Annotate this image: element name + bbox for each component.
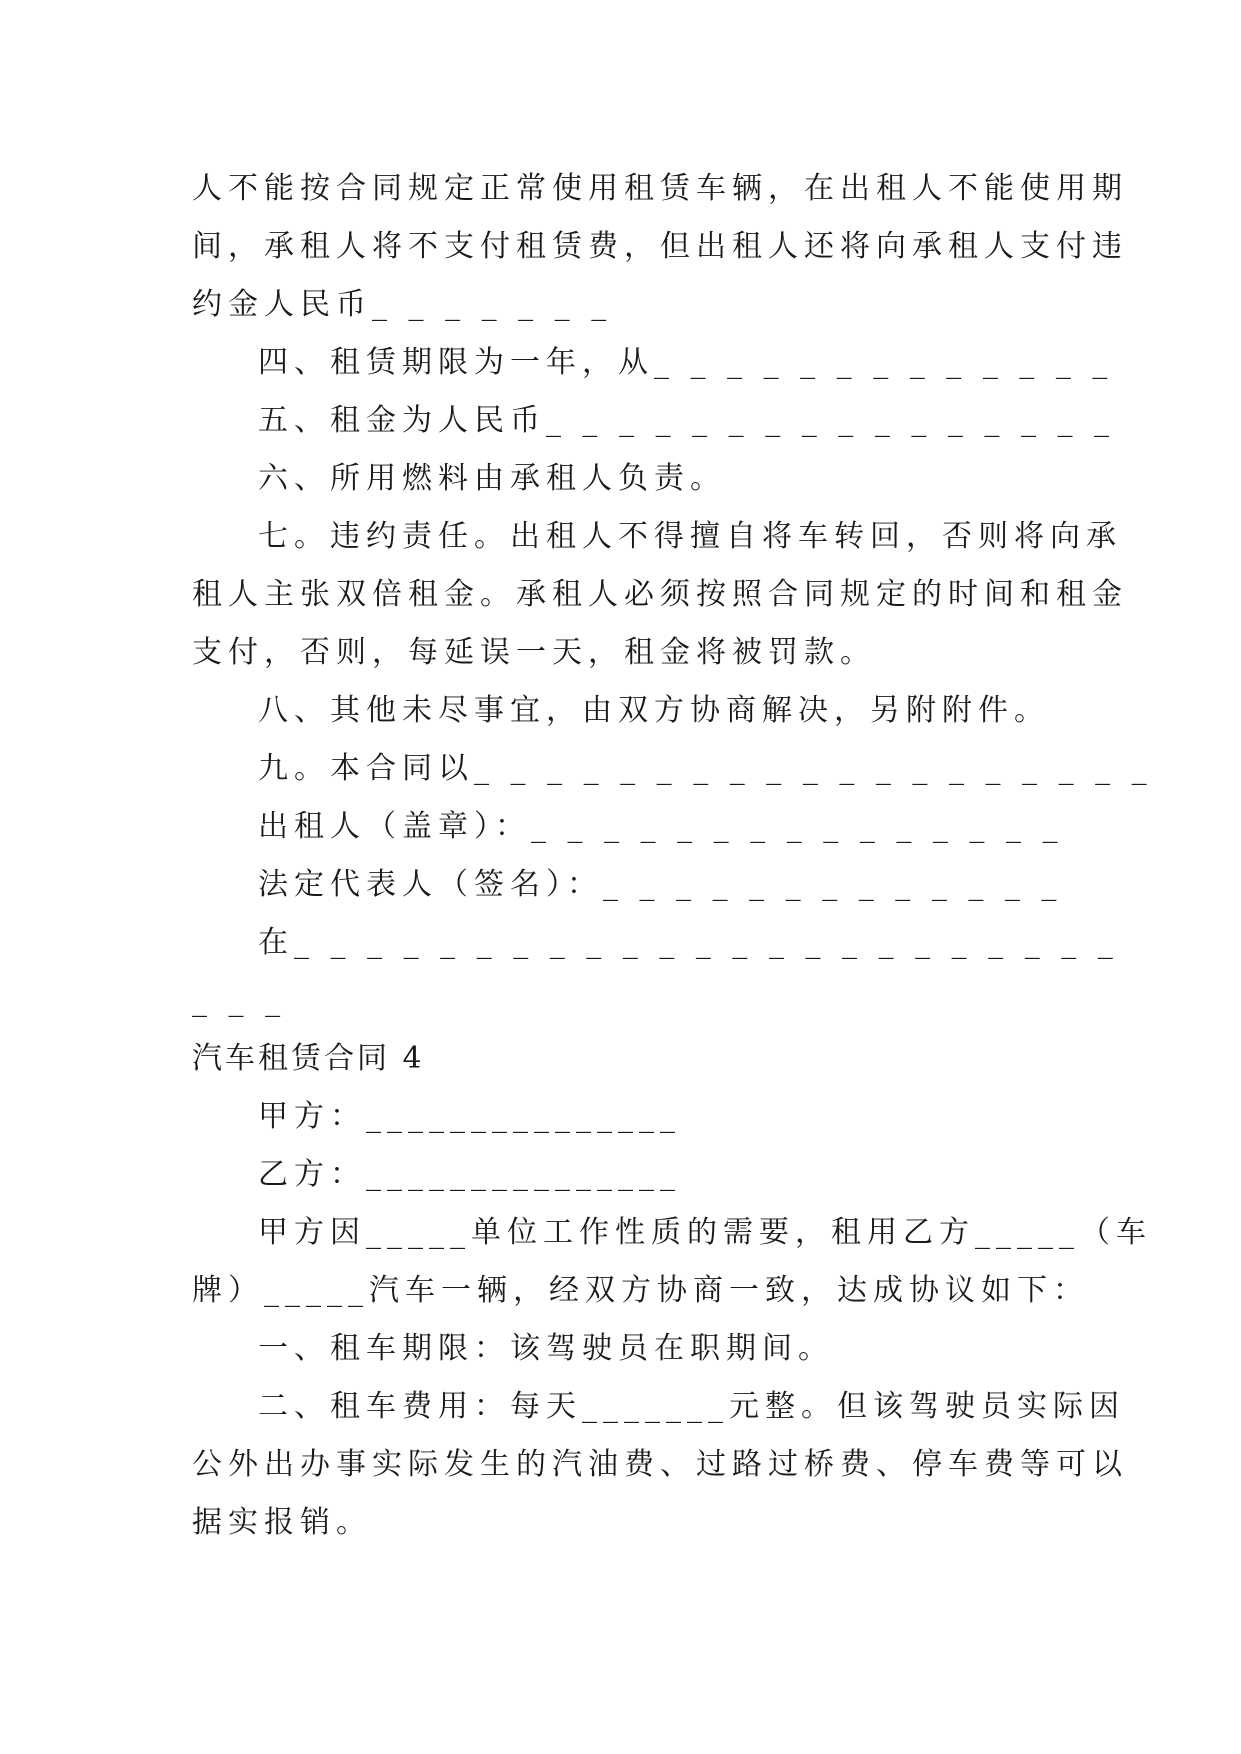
clause-fuel: 六、所用燃料由承租人负责。 [258, 461, 726, 496]
paragraph-line: 约金人民币_ _ _ _ _ _ _ [192, 287, 613, 322]
paragraph-line: 公外出办事实际发生的汽油费、过路过桥费、停车费等可以 [192, 1447, 1128, 1482]
signature-legal-representative: 法定代表人（签名）：_ _ _ _ _ _ _ _ _ _ _ _ _ [258, 867, 1063, 902]
paragraph-line: 人不能按合同规定正常使用租赁车辆，在出租人不能使用期 [192, 171, 1128, 206]
clause-rent: 五、租金为人民币_ _ _ _ _ _ _ _ _ _ _ _ _ _ _ _ [258, 403, 1116, 438]
paragraph-line: 租人主张双倍租金。承租人必须按照合同规定的时间和租金 [192, 577, 1128, 612]
clause-contract-copies: 九。本合同以_ _ _ _ _ _ _ _ _ _ _ _ _ _ _ _ _ _ _ [258, 751, 1153, 786]
clause-rental-fee: 二、租车费用：每天_______元整。但该驾驶员实际因 [258, 1389, 1125, 1424]
paragraph-line: _ _ _ [192, 983, 287, 1018]
party-a-field: 甲方：_______________ [258, 1099, 681, 1134]
paragraph-line: 甲方因_____单位工作性质的需要，租用乙方_____（车 [258, 1215, 1152, 1250]
paragraph-line: 据实报销。 [192, 1505, 372, 1540]
paragraph-line: 间，承租人将不支付租赁费，但出租人还将向承租人支付违 [192, 229, 1128, 264]
clause-other-matters: 八、其他未尽事宜，由双方协商解决，另附附件。 [258, 693, 1050, 728]
clause-lease-term: 四、租赁期限为一年，从_ _ _ _ _ _ _ _ _ _ _ _ _ [258, 345, 1114, 380]
signature-lessor: 出租人（盖章）：_ _ _ _ _ _ _ _ _ _ _ _ _ _ _ [258, 809, 1064, 844]
clause-liability: 七。违约责任。出租人不得擅自将车转回，否则将向承 [258, 519, 1122, 554]
paragraph-line: 支付，否则，每延误一天，租金将被罚款。 [192, 635, 876, 670]
paragraph-line: 牌）_____汽车一辆，经双方协商一致，达成协议如下： [192, 1273, 1089, 1308]
document-page [192, 160, 1153, 1552]
party-b-field: 乙方：_______________ [258, 1157, 681, 1192]
clause-rental-period: 一、租车期限：该驾驶员在职期间。 [258, 1331, 834, 1366]
section-title: 汽车租赁合同 4 [192, 1041, 425, 1076]
signing-place: 在_ _ _ _ _ _ _ _ _ _ _ _ _ _ _ _ _ _ _ _ _ _ _ [258, 925, 1119, 960]
